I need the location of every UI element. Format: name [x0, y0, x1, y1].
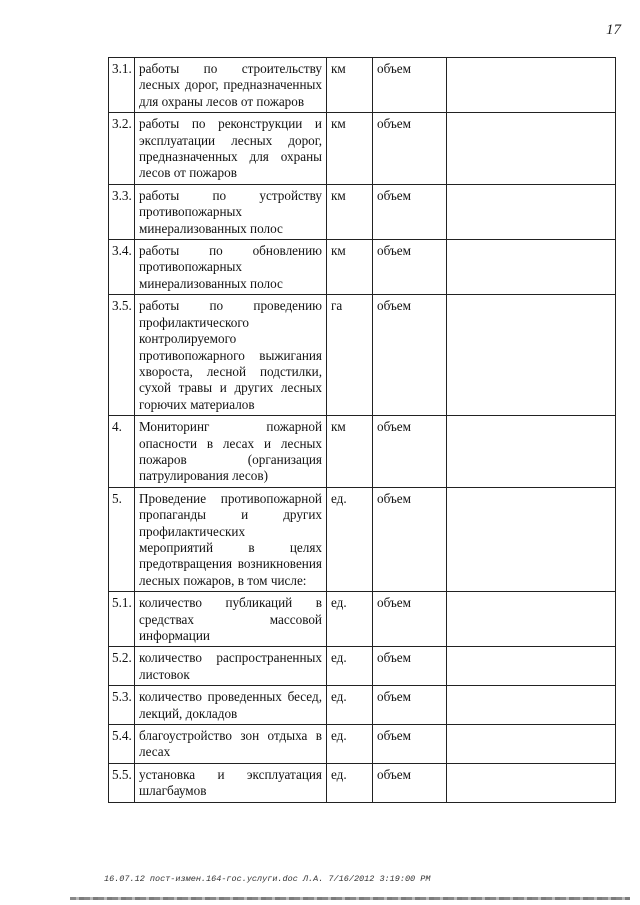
row-value [447, 240, 616, 295]
row-description: Проведение противопожарной пропаганды и других профилактических мероприятий в целях предотвращения возникновения лесных пожаров, в том числе: [135, 487, 327, 591]
row-description: благоустройство зон отдыха в лесах [135, 725, 327, 764]
row-value [447, 725, 616, 764]
row-description: Мониторинг пожарной опасности в лесах и лесных пожаров (организация патрулирования лесов) [135, 416, 327, 488]
row-number: 5.1. [109, 592, 135, 647]
row-value [447, 58, 616, 113]
measures-table [108, 57, 616, 803]
row-value [447, 487, 616, 591]
page-number: 17 [606, 22, 621, 38]
row-unit: ед. [327, 647, 373, 686]
row-number: 5.2. [109, 647, 135, 686]
row-number: 3.5. [109, 295, 135, 416]
row-indicator: объем [373, 295, 447, 416]
row-indicator: объем [373, 763, 447, 802]
row-number: 3.3. [109, 184, 135, 239]
row-number: 3.1. [109, 58, 135, 113]
row-value [447, 686, 616, 725]
table-row [109, 184, 616, 239]
row-description: работы по реконструкции и эксплуатации лесных дорог, предназначенных для охраны лесов от пожаров [135, 113, 327, 185]
table-row [109, 725, 616, 764]
table-row [109, 295, 616, 416]
row-indicator: объем [373, 686, 447, 725]
row-unit: ед. [327, 686, 373, 725]
row-number: 3.4. [109, 240, 135, 295]
file-footer: 16.07.12 пост-измен.164-гос.услуги.doc Л.А. 7/16/2012 3:19:00 PM [104, 874, 431, 884]
table-row [109, 58, 616, 113]
row-indicator: объем [373, 487, 447, 591]
row-unit: км [327, 416, 373, 488]
row-indicator: объем [373, 416, 447, 488]
row-value [447, 763, 616, 802]
row-unit: км [327, 113, 373, 185]
row-description: работы по устройству противопожарных минерализованных полос [135, 184, 327, 239]
row-number: 5.3. [109, 686, 135, 725]
table-row [109, 240, 616, 295]
row-description: количество распространенных листовок [135, 647, 327, 686]
table-row [109, 416, 616, 488]
row-indicator: объем [373, 113, 447, 185]
row-indicator: объем [373, 240, 447, 295]
row-unit: ед. [327, 725, 373, 764]
table-row [109, 113, 616, 185]
row-number: 3.2. [109, 113, 135, 185]
row-unit: ед. [327, 763, 373, 802]
row-indicator: объем [373, 58, 447, 113]
row-value [447, 184, 616, 239]
row-indicator: объем [373, 592, 447, 647]
row-description: количество проведенных бесед, лекций, докладов [135, 686, 327, 725]
row-unit: ед. [327, 487, 373, 591]
row-description: работы по обновлению противопожарных минерализованных полос [135, 240, 327, 295]
row-unit: км [327, 184, 373, 239]
row-unit: км [327, 240, 373, 295]
row-indicator: объем [373, 647, 447, 686]
row-number: 5. [109, 487, 135, 591]
row-value [447, 416, 616, 488]
row-unit: га [327, 295, 373, 416]
scan-artifact-line [70, 897, 630, 900]
row-number: 5.4. [109, 725, 135, 764]
table-row [109, 763, 616, 802]
row-description: работы по строительству лесных дорог, предназначенных для охраны лесов от пожаров [135, 58, 327, 113]
table-row [109, 686, 616, 725]
row-unit: км [327, 58, 373, 113]
row-description: установка и эксплуатация шлагбаумов [135, 763, 327, 802]
row-value [447, 113, 616, 185]
row-value [447, 592, 616, 647]
row-indicator: объем [373, 725, 447, 764]
row-indicator: объем [373, 184, 447, 239]
row-value [447, 295, 616, 416]
row-description: количество публикаций в средствах массовой информации [135, 592, 327, 647]
row-value [447, 647, 616, 686]
row-unit: ед. [327, 592, 373, 647]
table-row [109, 592, 616, 647]
row-number: 4. [109, 416, 135, 488]
table-row [109, 647, 616, 686]
table-row [109, 487, 616, 591]
row-number: 5.5. [109, 763, 135, 802]
row-description: работы по проведению профилактического контролируемого противопожарного выжигания хвороста, лесной подстилки, сухой травы и других лесных горючих материалов [135, 295, 327, 416]
